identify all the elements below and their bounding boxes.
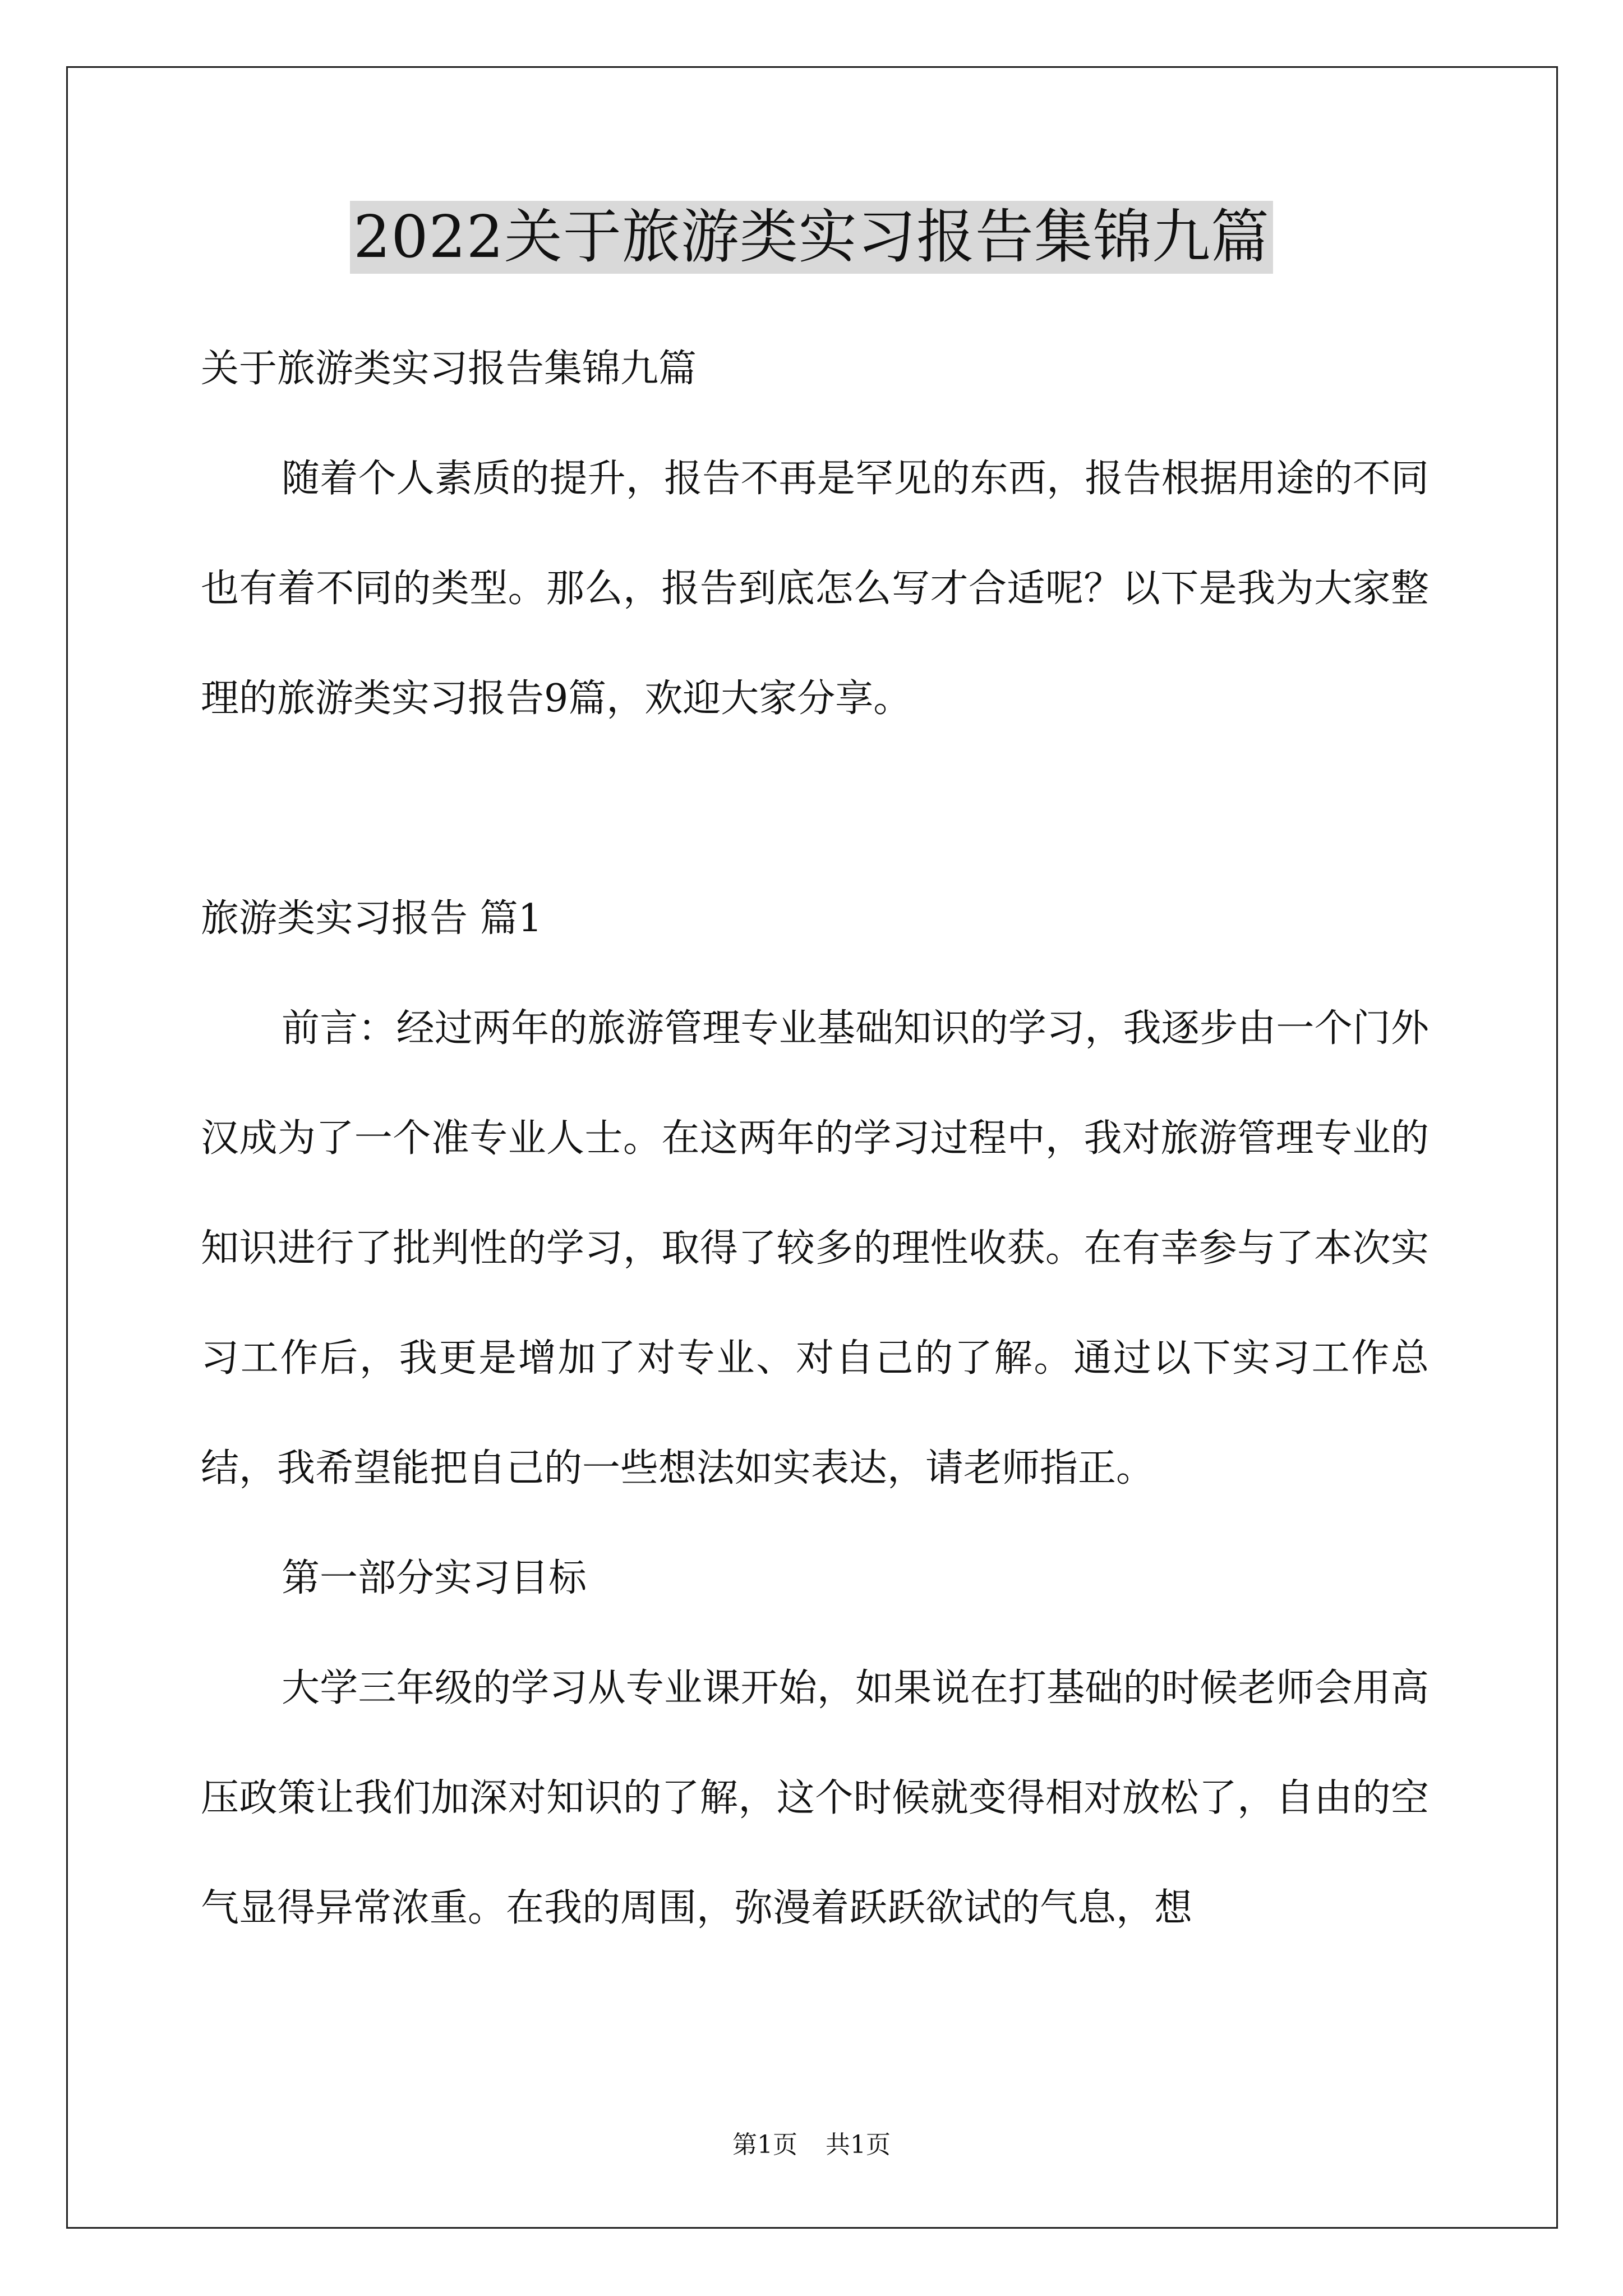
- section-heading: 旅游类实习报告 篇1: [201, 896, 542, 941]
- page-number: 第1页: [732, 2131, 797, 2159]
- document-subtitle: 关于旅游类实习报告集锦九篇: [201, 347, 697, 391]
- intro-paragraph: 随着个人素质的提升，报告不再是罕见的东西，报告根据用途的不同也有着不同的类型。那么，报告到底怎么写才合适呢？以下是我为大家整理的旅游类实习报告9篇，欢迎大家分享。: [201, 457, 1429, 721]
- subsection-heading: 第一部分实习目标: [282, 1556, 587, 1600]
- document-body: [201, 314, 1429, 1963]
- body-paragraph-preface: 前言：经过两年的旅游管理专业基础知识的学习，我逐步由一个门外汉成为了一个准专业人士。在这两年的学习过程中，我对旅游管理专业的知识进行了批判性的学习，取得了较多的理性收获。在有幸参与了本次实习工作后，我更是增加了对专业、对自己的了解。通过以下实习工作总结，我希望能把自己的一些想法如实表达，请老师指正。: [201, 1006, 1429, 1490]
- document-title: [0, 201, 1623, 274]
- page-footer: [0, 2133, 1623, 2157]
- page-total: 共1页: [826, 2131, 891, 2159]
- paragraph-spacer: [201, 754, 1429, 864]
- document-title-text: 2022关于旅游类实习报告集锦九篇: [350, 201, 1273, 274]
- body-paragraph-goals: 大学三年级的学习从专业课开始，如果说在打基础的时候老师会用高压政策让我们加深对知识的了解，这个时候就变得相对放松了，自由的空气显得异常浓重。在我的周围，弥漫着跃跃欲试的气息，想: [201, 1666, 1429, 1930]
